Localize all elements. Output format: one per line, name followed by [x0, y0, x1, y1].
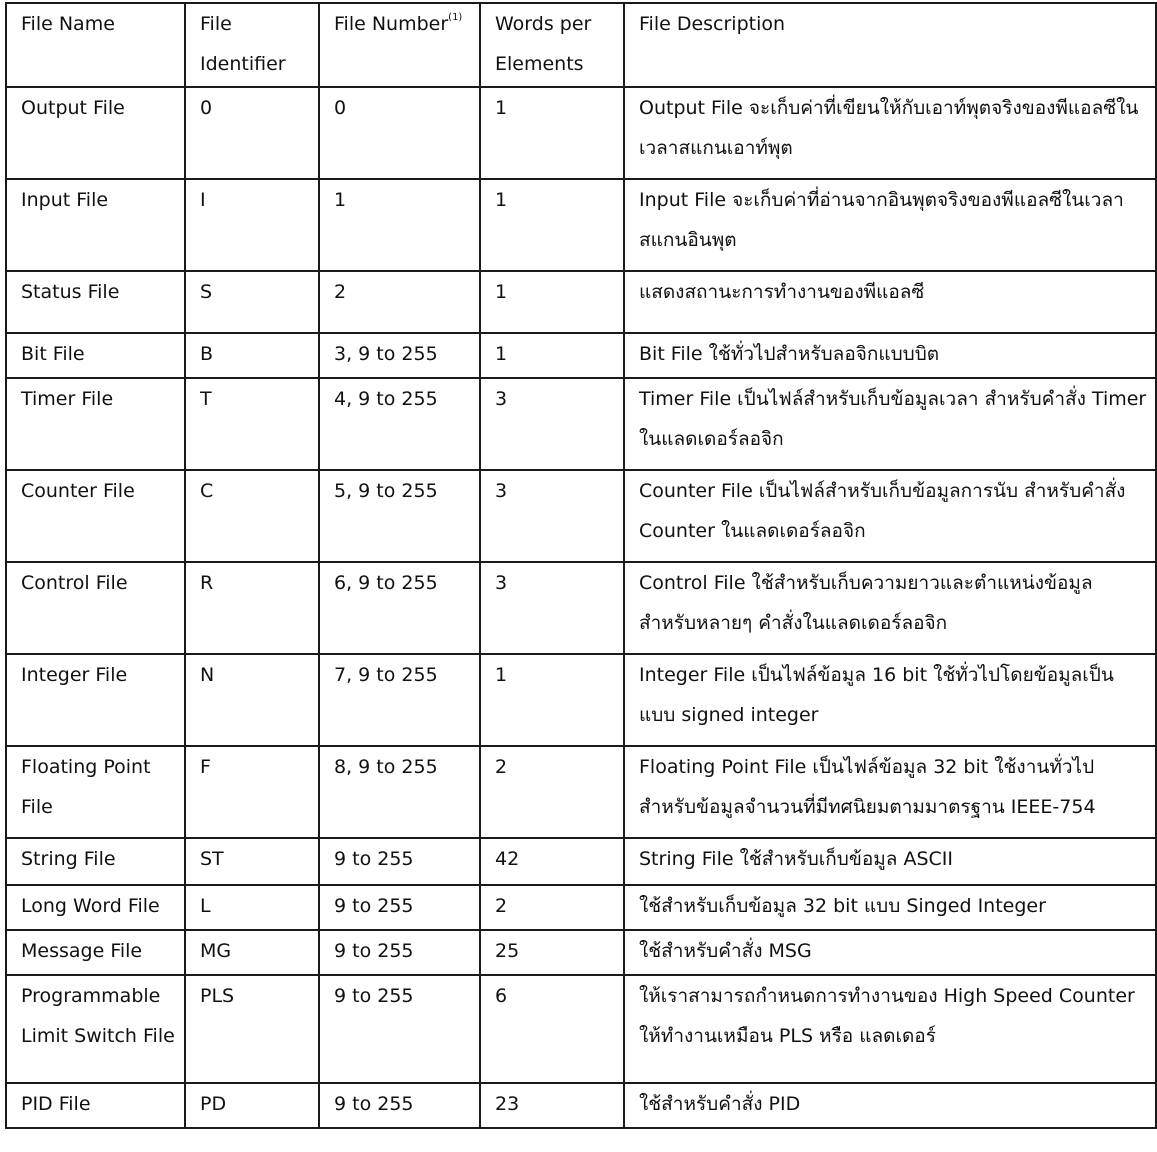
file-name-cell: Counter File — [6, 470, 185, 562]
table-row — [6, 271, 1156, 333]
file-number-cell: 9 to 255 — [319, 975, 480, 1083]
file-description-cell: Input File จะเก็บค่าที่อ่านจากอินพุตจริงของพีแอลซีในเวลาสแกนอินพุต — [624, 179, 1156, 271]
file-name-cell: Status File — [6, 271, 185, 333]
table-row — [6, 562, 1156, 654]
file-name-cell: Output File — [6, 87, 185, 179]
file-identifier-cell: ST — [185, 838, 319, 885]
file-description-cell: แสดงสถานะการทำงานของพีแอลซี — [624, 271, 1156, 333]
file-description-cell: Integer File เป็นไฟล์ข้อมูล 16 bit ใช้ทั่วไปโดยข้อมูลเป็นแบบ signed integer — [624, 654, 1156, 746]
table-row — [6, 975, 1156, 1083]
table-row — [6, 1083, 1156, 1128]
words-per-element-cell: 42 — [480, 838, 624, 885]
words-per-element-cell: 1 — [480, 654, 624, 746]
table-row — [6, 179, 1156, 271]
file-number-cell: 0 — [319, 87, 480, 179]
table-row — [6, 333, 1156, 378]
table-row — [6, 470, 1156, 562]
words-per-element-cell: 1 — [480, 87, 624, 179]
words-per-element-cell: 23 — [480, 1083, 624, 1128]
header-file-name: File Name — [6, 3, 185, 87]
file-description-cell: ใช้สำหรับคำสั่ง PID — [624, 1083, 1156, 1128]
file-name-cell: Long Word File — [6, 885, 185, 930]
header-file-number — [319, 3, 480, 87]
file-number-cell: 5, 9 to 255 — [319, 470, 480, 562]
file-identifier-cell: PLS — [185, 975, 319, 1083]
file-number-cell: 3, 9 to 255 — [319, 333, 480, 378]
file-name-cell: Input File — [6, 179, 185, 271]
file-identifier-cell: PD — [185, 1083, 319, 1128]
table-row — [6, 746, 1156, 838]
file-identifier-cell: F — [185, 746, 319, 838]
file-description-cell: Counter File เป็นไฟล์สำหรับเก็บข้อมูลการนับ สำหรับคำสั่ง Counter ในแลดเดอร์ลอจิก — [624, 470, 1156, 562]
file-name-cell: Message File — [6, 930, 185, 975]
header-file-number-label: File Number — [334, 13, 449, 35]
file-name-cell: Integer File — [6, 654, 185, 746]
file-description-cell: ให้เราสามารถกำหนดการทำงานของ High Speed Counter ให้ทำงานเหมือน PLS หรือ แลดเดอร์ — [624, 975, 1156, 1083]
file-description-cell: Timer File เป็นไฟล์สำหรับเก็บข้อมูลเวลา สำหรับคำสั่ง Timer ในแลดเดอร์ลอจิก — [624, 378, 1156, 470]
file-number-cell: 6, 9 to 255 — [319, 562, 480, 654]
file-number-cell: 8, 9 to 255 — [319, 746, 480, 838]
file-number-cell: 4, 9 to 255 — [319, 378, 480, 470]
file-identifier-cell: MG — [185, 930, 319, 975]
words-per-element-cell: 6 — [480, 975, 624, 1083]
table-row — [6, 654, 1156, 746]
file-name-cell: Floating Point File — [6, 746, 185, 838]
header-row — [6, 3, 1156, 87]
words-per-element-cell: 3 — [480, 378, 624, 470]
file-identifier-cell: B — [185, 333, 319, 378]
file-description-cell: Floating Point File เป็นไฟล์ข้อมูล 32 bit ใช้งานทั่วไปสำหรับข้อมูลจำนวนที่มีทศนิยมตามมาตรฐาน IEEE-754 — [624, 746, 1156, 838]
header-file-identifier: File Identifier — [185, 3, 319, 87]
file-identifier-cell: I — [185, 179, 319, 271]
file-description-cell: Output File จะเก็บค่าที่เขียนให้กับเอาท์พุตจริงของพีแอลซีในเวลาสแกนเอาท์พุต — [624, 87, 1156, 179]
table-row — [6, 838, 1156, 885]
file-number-cell: 9 to 255 — [319, 1083, 480, 1128]
file-identifier-cell: S — [185, 271, 319, 333]
file-number-cell: 1 — [319, 179, 480, 271]
table-row — [6, 378, 1156, 470]
file-number-cell: 9 to 255 — [319, 838, 480, 885]
file-description-cell: ใช้สำหรับคำสั่ง MSG — [624, 930, 1156, 975]
words-per-element-cell: 3 — [480, 470, 624, 562]
file-name-cell: Timer File — [6, 378, 185, 470]
file-name-cell: Bit File — [6, 333, 185, 378]
words-per-element-cell: 3 — [480, 562, 624, 654]
file-name-cell: PID File — [6, 1083, 185, 1128]
file-number-cell: 9 to 255 — [319, 885, 480, 930]
file-identifier-cell: R — [185, 562, 319, 654]
words-per-element-cell: 1 — [480, 271, 624, 333]
words-per-element-cell: 2 — [480, 885, 624, 930]
file-description-cell: ใช้สำหรับเก็บข้อมูล 32 bit แบบ Singed Integer — [624, 885, 1156, 930]
table-row — [6, 930, 1156, 975]
file-name-cell: Programmable Limit Switch File — [6, 975, 185, 1083]
file-description-cell: Control File ใช้สำหรับเก็บความยาวและตำแหน่งข้อมูลสำหรับหลายๆ คำสั่งในแลดเดอร์ลอจิก — [624, 562, 1156, 654]
table-row — [6, 885, 1156, 930]
file-identifier-cell: C — [185, 470, 319, 562]
data-file-table — [5, 2, 1157, 1129]
file-number-cell: 7, 9 to 255 — [319, 654, 480, 746]
header-words-per-element: Words per Elements — [480, 3, 624, 87]
words-per-element-cell: 2 — [480, 746, 624, 838]
words-per-element-cell: 25 — [480, 930, 624, 975]
table-row — [6, 87, 1156, 179]
file-identifier-cell: T — [185, 378, 319, 470]
file-name-cell: String File — [6, 838, 185, 885]
words-per-element-cell: 1 — [480, 333, 624, 378]
file-name-cell: Control File — [6, 562, 185, 654]
footnote-marker: (1) — [448, 12, 463, 23]
words-per-element-cell: 1 — [480, 179, 624, 271]
header-file-description: File Description — [624, 3, 1156, 87]
file-number-cell: 9 to 255 — [319, 930, 480, 975]
file-identifier-cell: L — [185, 885, 319, 930]
file-identifier-cell: 0 — [185, 87, 319, 179]
file-description-cell: Bit File ใช้ทั่วไปสำหรับลอจิกแบบบิต — [624, 333, 1156, 378]
file-description-cell: String File ใช้สำหรับเก็บข้อมูล ASCII — [624, 838, 1156, 885]
file-number-cell: 2 — [319, 271, 480, 333]
file-identifier-cell: N — [185, 654, 319, 746]
